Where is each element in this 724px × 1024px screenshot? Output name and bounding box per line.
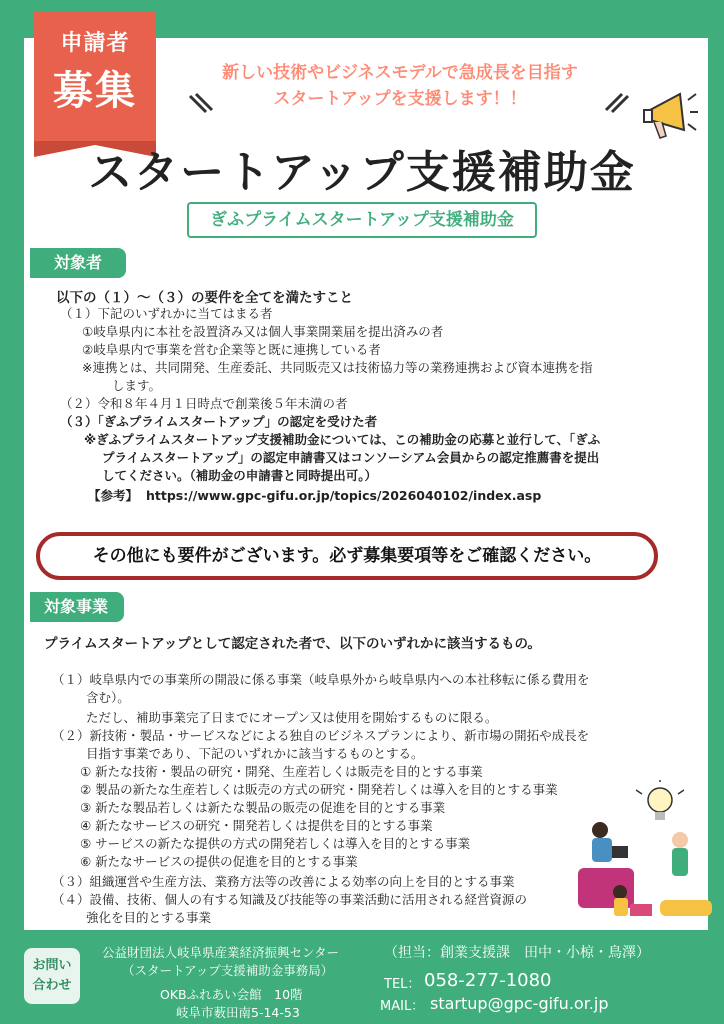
secretariat-name: （スタートアップ支援補助金事務局） [122, 963, 334, 978]
project-line-11: ⑥ 新たなサービスの提供の促進を目的とする事業 [80, 854, 358, 869]
tagline-line2: スタートアップを支援します！！ [273, 89, 527, 109]
eligible-line-6: （２）令和８年４月１日時点で創業後５年未満の者 [60, 396, 348, 411]
accent-lines-left [186, 92, 214, 122]
badge-line2: 募集 [53, 68, 137, 114]
tel-label: TEL： [384, 977, 421, 992]
eligible-line-3: ②岐阜県内で事業を営む企業等と既に連携している者 [82, 342, 381, 357]
startup-people-illustration [560, 780, 720, 930]
building-name: OKBふれあい会館 10階 [160, 987, 303, 1002]
eligible-line-8: ※ぎふプライムスタートアップ支援補助金については、この補助金の応募と並行して、「ぎふ [84, 432, 601, 447]
applicant-recruit-badge [34, 12, 156, 142]
project-line-3: ただし、補助事業完了日までにオープン又は使用を開始するものに限る。 [86, 710, 498, 725]
reference-url-link[interactable]: https://www.gpc-gifu.or.jp/topics/2026040102/index.asp [146, 488, 542, 503]
project-line-12: （３）組織運営や生産方法、業務方法等の改善による効率の向上を目的とする事業 [52, 874, 515, 889]
program-name-box: ぎふプライムスタートアップ支援補助金 [187, 202, 537, 238]
section1-lead: 以下の（１）～（３）の要件を全てを満たすこと [56, 290, 353, 306]
contact-tag [24, 948, 80, 1004]
badge-line1: 申請者 [60, 31, 130, 56]
eligible-line-10: してください。（補助金の申請書と同時提出可。） [102, 468, 378, 483]
contact-tag-line2: 合わせ [32, 978, 72, 993]
reference-label: 【参考】 [88, 488, 139, 503]
project-line-5: 目指す事業であり、下記のいずれかに該当するものとする。 [86, 746, 424, 761]
project-line-7: ② 製品の新たな生産若しくは販売の方式の研究・開発若しくは導入を目的とする事業 [80, 782, 558, 797]
project-line-8: ③ 新たな製品若しくは新たな製品の販売の促進を目的とする事業 [80, 800, 446, 815]
tagline-line1: 新しい技術やビジネスモデルで急成長を目指す [222, 63, 578, 83]
section-tab-projects: 対象事業 [30, 592, 124, 622]
eligible-line-2: ①岐阜県内に本社を設置済み又は個人事業開業届を提出済みの者 [82, 324, 444, 339]
email-link[interactable]: startup@gpc-gifu.or.jp [430, 994, 609, 1013]
project-line-4: （２）新技術・製品・サービスなどによる独自のビジネスプランにより、新市場の開拓や成長を [52, 728, 590, 743]
person-in-charge: （担当：創業支援課 田中・小椋・鳥澤） [384, 945, 650, 961]
tagline [160, 60, 640, 112]
address: 岐阜市薮田南5-14-53 [176, 1005, 300, 1020]
project-line-2: 含む）。 [86, 690, 130, 705]
eligible-line-1: （１）下記のいずれかに当てはまる者 [60, 306, 273, 321]
project-line-6: ① 新たな技術・製品の研究・開発、生産若しくは販売を目的とする事業 [80, 764, 483, 779]
project-line-13: （４）設備、技術、個人の有する知識及び技能等の事業活動に活用される経営資源の [52, 892, 528, 907]
project-line-9: ④ 新たなサービスの研究・開発若しくは提供を目的とする事業 [80, 818, 433, 833]
section-tab-eligible: 対象者 [30, 248, 126, 278]
accent-lines-right [604, 92, 632, 122]
main-title: スタートアップ支援補助金 [88, 147, 636, 198]
eligible-line-5: します。 [112, 378, 162, 393]
project-line-1: （１）岐阜県内での事業所の開設に係る事業（岐阜県外から岐阜県内への本社移転に係る費用を [52, 672, 590, 687]
organization-name: 公益財団法人岐阜県産業経済振興センター [102, 945, 340, 960]
eligible-line-7: （３）「ぎふプライムスタートアップ」の認定を受けた者 [60, 414, 378, 429]
project-line-14: 強化を目的とする事業 [86, 910, 212, 925]
project-line-10: ⑤ サービスの新たな提供の方式の開発若しくは導入を目的とする事業 [80, 836, 471, 851]
mail-label: MAIL： [380, 999, 425, 1014]
eligible-line-9: プライムスタートアップ」の認定申請書又はコンソーシアム会員からの認定推薦書を提出 [102, 450, 600, 465]
requirements-notice: その他にも要件がございます。必ず募集要項等をご確認ください。 [36, 532, 658, 580]
eligible-line-4: ※連携とは、共同開発、生産委託、共同販売又は技術協力等の業務連携および資本連携を指 [82, 360, 593, 375]
phone-number-link[interactable]: 058-277-1080 [424, 970, 552, 991]
section2-lead: プライムスタートアップとして認定された者で、以下のいずれかに該当するもの。 [44, 636, 541, 652]
contact-tag-line1: お問い [32, 958, 72, 973]
